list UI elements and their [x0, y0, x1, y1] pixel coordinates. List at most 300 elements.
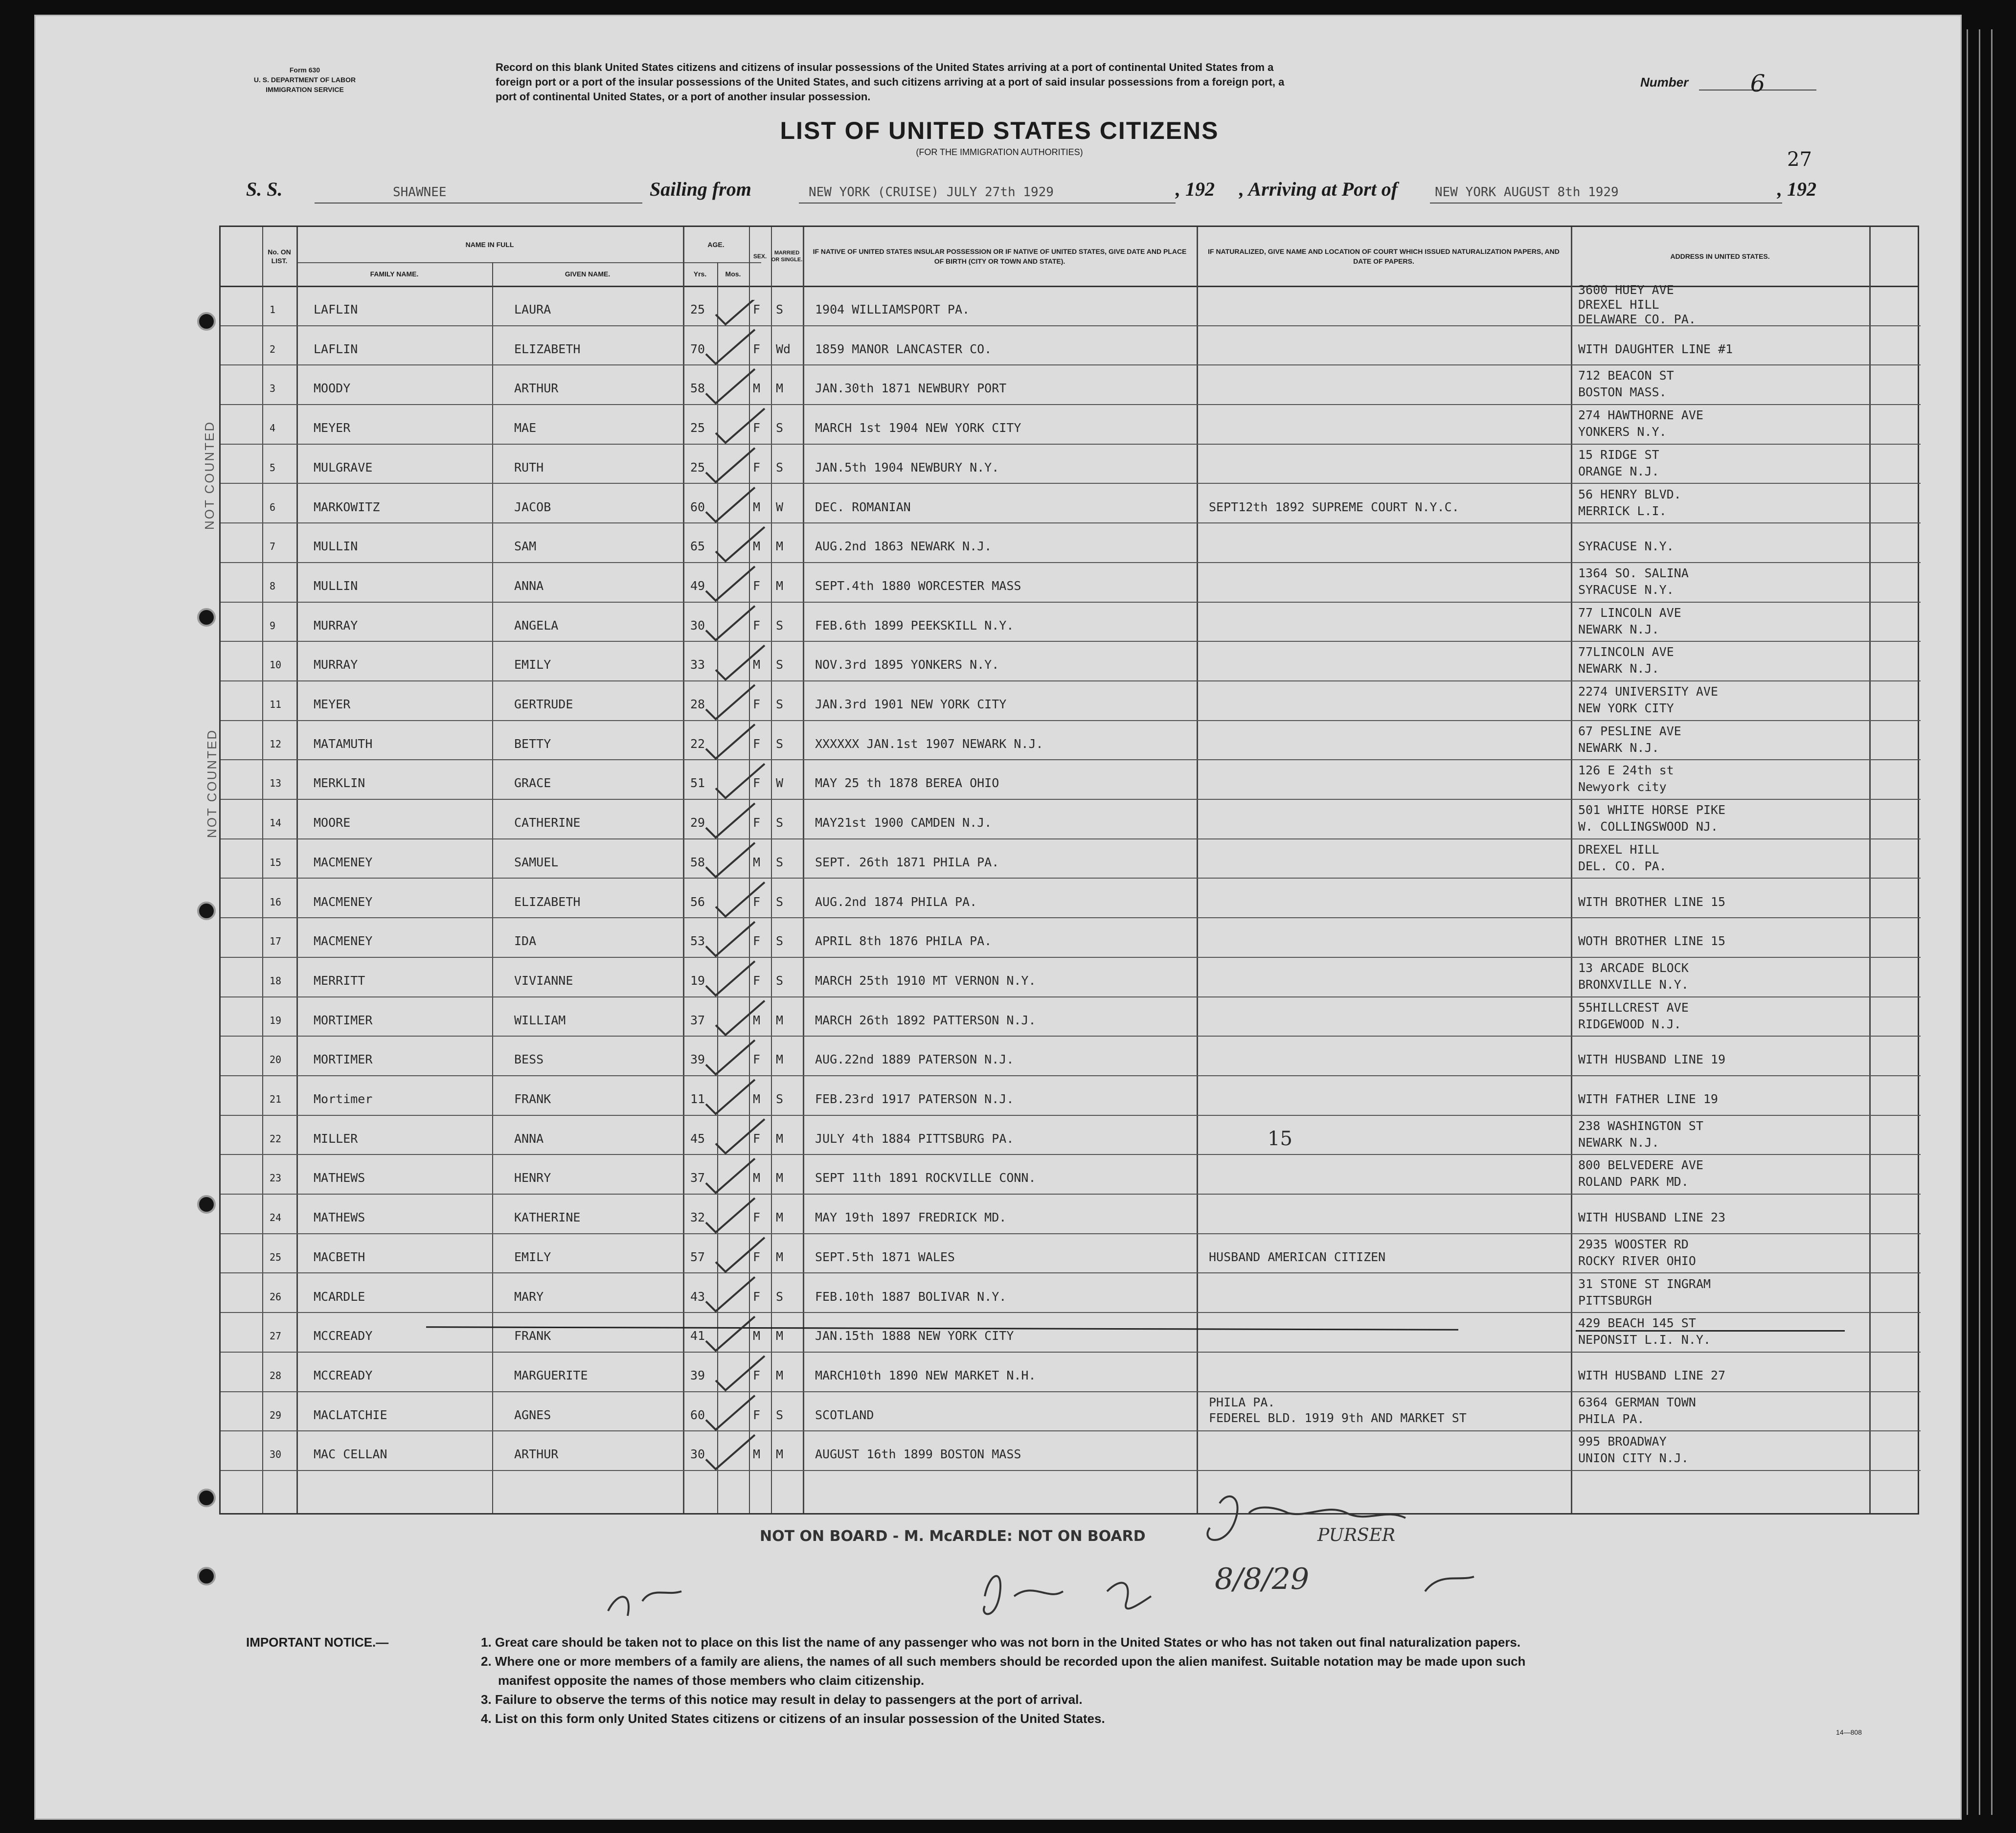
ship-name: SHAWNEE: [315, 185, 642, 204]
age-years: 49: [690, 578, 705, 593]
address-line: WITH DAUGHTER LINE #1: [1578, 341, 1733, 356]
address-line: 15 RIDGE ST: [1578, 447, 1659, 462]
given-name: RUTH: [514, 460, 544, 475]
address-line: WITH HUSBAND LINE 19: [1578, 1052, 1726, 1067]
given-name: GERTRUDE: [514, 697, 573, 711]
family-name: MURRAY: [314, 657, 358, 672]
family-name: MARKOWITZ: [314, 499, 380, 514]
birth-info: XXXXXX JAN.1st 1907 NEWARK N.J.: [815, 736, 1043, 751]
marital-status: S: [776, 934, 784, 949]
form-id: [241, 65, 368, 94]
sex: M: [753, 381, 761, 396]
sex: F: [753, 1249, 761, 1264]
address-line: 6364 GERMAN TOWN: [1578, 1395, 1696, 1409]
sex: F: [753, 1368, 761, 1382]
row-number: 11: [270, 699, 282, 710]
birth-info: FEB.10th 1887 BOLIVAR N.Y.: [815, 1289, 1007, 1304]
family-name: MACLATCHIE: [314, 1407, 387, 1422]
address-line: WITH HUSBAND LINE 23: [1578, 1210, 1726, 1225]
address-line: BOSTON MASS.: [1578, 385, 1667, 400]
sex: M: [753, 539, 761, 554]
age-years: 56: [690, 894, 705, 909]
given-name: ELIZABETH: [514, 341, 581, 356]
birth-info: JAN.30th 1871 NEWBURY PORT: [815, 381, 1007, 396]
given-name: MARGUERITE: [514, 1368, 588, 1382]
address-line: DREXEL HILL: [1578, 297, 1659, 312]
naturalization-info: 15: [1268, 1127, 1292, 1150]
ss-label: S. S.: [246, 178, 283, 200]
table-row: [221, 483, 1921, 523]
table-row: [221, 1391, 1921, 1431]
address-line: SYRACUSE N.Y.: [1578, 582, 1674, 597]
address-line: 2935 WOOSTER RD: [1578, 1237, 1689, 1251]
table-row: [221, 917, 1921, 957]
age-years: 53: [690, 934, 705, 949]
record-instructions: Record on this blank United States citizens and citizens of insular possessions of the United States arriving at a port of continental United States from a foreign port or a port of the insular possessions of the United States, and such citizens arriving at a port of said insular possessions from a foreign port, a port of continental United States, or a port of another insular possession.: [496, 61, 1285, 103]
sex: F: [753, 1407, 761, 1422]
marital-status: M: [776, 1368, 784, 1382]
punch-hole: [197, 902, 216, 920]
sex: M: [753, 1171, 761, 1185]
address-line: 800 BELVEDERE AVE: [1578, 1158, 1703, 1173]
row-number: 10: [270, 659, 282, 671]
sex: M: [753, 855, 761, 869]
age-years: 60: [690, 1407, 705, 1422]
address-line: Newyork city: [1578, 780, 1667, 794]
address-line: UNION CITY N.J.: [1578, 1451, 1689, 1466]
row-number: 23: [270, 1172, 282, 1184]
age-years: 60: [690, 499, 705, 514]
address-line: YONKERS N.Y.: [1578, 425, 1667, 439]
birth-info: MARCH 26th 1892 PATTERSON N.J.: [815, 1013, 1036, 1027]
family-name: MACMENEY: [314, 855, 373, 869]
form-department: U. S. DEPARTMENT OF LABOR: [253, 76, 356, 84]
marital-status: S: [776, 618, 784, 633]
birth-info: FEB.6th 1899 PEEKSKILL N.Y.: [815, 618, 1014, 633]
sex: F: [753, 460, 761, 475]
birth-info: JAN.5th 1904 NEWBURY N.Y.: [815, 460, 999, 475]
marital-status: S: [776, 815, 784, 830]
given-name: WILLIAM: [514, 1013, 566, 1027]
table-row: [221, 1154, 1921, 1194]
sex: M: [753, 1329, 761, 1343]
margin-stamp: NOT COUNTED: [202, 420, 217, 530]
given-name: HENRY: [514, 1171, 551, 1185]
table-row: [221, 1430, 1921, 1470]
sailing-label: Sailing from: [650, 178, 751, 200]
birth-info: SEPT 11th 1891 ROCKVILLE CONN.: [815, 1171, 1036, 1185]
family-name: MILLER: [314, 1131, 358, 1146]
marital-status: M: [776, 1171, 784, 1185]
table-row: [221, 838, 1921, 878]
given-name: ARTHUR: [514, 1447, 559, 1462]
marital-status: S: [776, 302, 784, 317]
address-line: NEWARK N.J.: [1578, 622, 1659, 636]
marital-status: M: [776, 1013, 784, 1027]
margin-stamp: NOT COUNTED: [204, 728, 219, 838]
age-years: 37: [690, 1171, 705, 1185]
marital-status: S: [776, 421, 784, 435]
address-line: NEWARK N.J.: [1578, 1135, 1659, 1150]
birth-info: MARCH 1st 1904 NEW YORK CITY: [815, 421, 1021, 435]
sex: F: [753, 776, 761, 791]
row-number: 19: [270, 1014, 282, 1026]
sex: M: [753, 1013, 761, 1027]
marital-status: M: [776, 1052, 784, 1067]
given-name: ANNA: [514, 578, 544, 593]
table-row: [221, 957, 1921, 996]
marital-status: M: [776, 1329, 784, 1343]
birth-info: JAN.3rd 1901 NEW YORK CITY: [815, 697, 1007, 711]
family-name: MACBETH: [314, 1249, 365, 1264]
page-title: LIST OF UNITED STATES CITIZENS: [780, 117, 1219, 144]
page-edge: [1967, 29, 1973, 1815]
given-name: ANGELA: [514, 618, 559, 633]
family-name: MEYER: [314, 697, 351, 711]
punch-hole: [197, 312, 216, 331]
family-name: MEYER: [314, 421, 351, 435]
marital-status: M: [776, 381, 784, 396]
birth-info: MAY21st 1900 CAMDEN N.J.: [815, 815, 992, 830]
table-row: [221, 1273, 1921, 1313]
row-number: 13: [270, 777, 282, 790]
punch-hole: [197, 1195, 216, 1214]
age-years: 57: [690, 1249, 705, 1264]
table-row: [221, 720, 1921, 760]
address-line: NEPONSIT L.I. N.Y.: [1578, 1333, 1711, 1347]
row-number: 7: [270, 541, 276, 553]
sex: F: [753, 341, 761, 356]
marital-status: S: [776, 460, 784, 475]
birth-info: SCOTLAND: [815, 1407, 874, 1422]
table-row: [221, 1075, 1921, 1115]
header-family-name: FAMILY NAME.: [370, 270, 419, 278]
row-number: 26: [270, 1290, 282, 1303]
marital-status: S: [776, 1092, 784, 1106]
given-name: FRANK: [514, 1329, 551, 1343]
address-line: 3600 HUEY AVE: [1578, 283, 1674, 297]
marital-status: W: [776, 776, 784, 791]
table-row: [221, 283, 1921, 326]
family-name: LAFLIN: [314, 302, 358, 317]
marital-status: S: [776, 973, 784, 988]
page-number: 27: [1787, 148, 1812, 171]
family-name: MORTIMER: [314, 1052, 373, 1067]
row-number: 6: [270, 501, 276, 513]
notice-item: 2. Where one or more members of a family are aliens, the names of all such members should be recorded upon the alien manifest. Suitable notation may be made upon such: [481, 1654, 1526, 1669]
family-name: MOORE: [314, 815, 351, 830]
arriving-port: NEW YORK AUGUST 8th 1929: [1430, 185, 1782, 204]
birth-info: APRIL 8th 1876 PHILA PA.: [815, 934, 992, 949]
sailing-from: NEW YORK (CRUISE) JULY 27th 1929: [799, 185, 1176, 204]
birth-info: JULY 4th 1884 PITTSBURG PA.: [815, 1131, 1014, 1146]
age-years: 58: [690, 381, 705, 396]
given-name: EMILY: [514, 657, 551, 672]
birth-info: AUGUST 16th 1899 BOSTON MASS: [815, 1447, 1021, 1462]
row-number: 22: [270, 1132, 282, 1145]
row-number: 29: [270, 1409, 282, 1421]
address-line: NEW YORK CITY: [1578, 701, 1674, 715]
table-row: [221, 1036, 1921, 1075]
header-sex: SEX.: [753, 253, 767, 260]
address-line: 429 BEACH 145 ST: [1578, 1316, 1696, 1331]
naturalization-info: SEPT12th 1892 SUPREME COURT N.Y.C.: [1209, 499, 1459, 514]
family-name: LAFLIN: [314, 341, 358, 356]
address-line: PITTSBURGH: [1578, 1293, 1652, 1308]
family-name: MCCREADY: [314, 1329, 373, 1343]
given-name: KATHERINE: [514, 1210, 581, 1225]
header-naturalized: IF NATURALIZED, GIVE NAME AND LOCATION OF COURT WHICH ISSUED NATURALIZATION PAPERS, AND DATE OF PAPERS.: [1208, 248, 1560, 265]
manifest-sheet: [34, 15, 1962, 1820]
sex: F: [753, 973, 761, 988]
address-line: W. COLLINGSWOOD NJ.: [1578, 819, 1718, 834]
address-line: NEWARK N.J.: [1578, 661, 1659, 676]
address-line: 2274 UNIVERSITY AVE: [1578, 684, 1718, 699]
header-given-name: GIVEN NAME.: [565, 270, 611, 278]
sex: F: [753, 618, 761, 633]
address-line: DEL. CO. PA.: [1578, 859, 1667, 873]
family-name: MULGRAVE: [314, 460, 373, 475]
table-row: [221, 759, 1921, 799]
family-name: MATHEWS: [314, 1210, 365, 1225]
row-number: 3: [270, 383, 276, 395]
address-line: 77LINCOLN AVE: [1578, 645, 1674, 659]
age-years: 43: [690, 1289, 705, 1304]
sex: F: [753, 894, 761, 909]
notice-item: 1. Great care should be taken not to place on this list the name of any passenger who was not born in the United States or who has not taken out final naturalization papers.: [481, 1635, 1521, 1650]
sex: M: [753, 1092, 761, 1106]
age-years: 30: [690, 618, 705, 633]
handwritten-signatures: [906, 1484, 1542, 1630]
given-name: VIVIANNE: [514, 973, 573, 988]
row-number: 25: [270, 1251, 282, 1263]
address-line: 712 BEACON ST: [1578, 368, 1674, 383]
number-label: Number: [1640, 75, 1689, 90]
address-line: ROLAND PARK MD.: [1578, 1175, 1689, 1189]
birth-info: MAY 25 th 1878 BEREA OHIO: [815, 776, 999, 791]
notice-item: manifest opposite the names of those members who claim citizenship.: [498, 1673, 925, 1688]
age-years: 33: [690, 657, 705, 672]
address-line: MERRICK L.I.: [1578, 503, 1667, 518]
address-line: BRONXVILLE N.Y.: [1578, 977, 1689, 992]
given-name: CATHERINE: [514, 815, 581, 830]
given-name: FRANK: [514, 1092, 551, 1106]
row-number: 1: [270, 304, 276, 316]
age-years: 11: [690, 1092, 705, 1106]
sex: F: [753, 578, 761, 593]
address-line: 55HILLCREST AVE: [1578, 1000, 1689, 1015]
family-name: MATAMUTH: [314, 736, 373, 751]
table-row: [221, 996, 1921, 1036]
row-number: 9: [270, 619, 276, 632]
notice-heading: IMPORTANT NOTICE.—: [246, 1635, 389, 1650]
address-line: SYRACUSE N.Y.: [1578, 539, 1674, 554]
given-name: BESS: [514, 1052, 544, 1067]
birth-info: NOV.3rd 1895 YONKERS N.Y.: [815, 657, 999, 672]
given-name: LAURA: [514, 302, 551, 317]
age-years: 28: [690, 697, 705, 711]
address-line: WITH FATHER LINE 19: [1578, 1092, 1718, 1106]
age-years: 41: [690, 1329, 705, 1343]
address-line: 77 LINCOLN AVE: [1578, 605, 1681, 620]
sex: M: [753, 1447, 761, 1462]
table-row: [221, 1115, 1921, 1154]
address-line: 501 WHITE HORSE PIKE: [1578, 803, 1726, 817]
punch-hole: [197, 1489, 216, 1507]
marital-status: W: [776, 499, 784, 514]
birth-info: FEB.23rd 1917 PATERSON N.J.: [815, 1092, 1014, 1106]
naturalization-info: HUSBAND AMERICAN CITIZEN: [1209, 1249, 1386, 1264]
given-name: ANNA: [514, 1131, 544, 1146]
birth-info: SEPT.4th 1880 WORCESTER MASS: [815, 578, 1021, 593]
family-name: MACMENEY: [314, 894, 373, 909]
age-years: 25: [690, 302, 705, 317]
passenger-table: [219, 226, 1919, 1515]
table-row: [221, 364, 1921, 404]
sex: F: [753, 697, 761, 711]
marital-status: M: [776, 578, 784, 593]
marital-status: M: [776, 1131, 784, 1146]
family-name: MULLIN: [314, 539, 358, 554]
given-name: MAE: [514, 421, 537, 435]
row-number: 5: [270, 461, 276, 474]
birth-info: MARCH 25th 1910 MT VERNON N.Y.: [815, 973, 1036, 988]
given-name: SAM: [514, 539, 537, 554]
given-name: BETTY: [514, 736, 551, 751]
strikethrough-line: [1576, 1330, 1845, 1332]
given-name: SAMUEL: [514, 855, 559, 869]
birth-info: DEC. ROMANIAN: [815, 499, 911, 514]
year-label-1: , 192: [1176, 178, 1215, 200]
family-name: MOODY: [314, 381, 351, 396]
address-line: 31 STONE ST INGRAM: [1578, 1276, 1711, 1291]
sex: F: [753, 736, 761, 751]
age-years: 70: [690, 341, 705, 356]
address-line: 995 BROADWAY: [1578, 1434, 1667, 1449]
marital-status: S: [776, 894, 784, 909]
family-name: Mortimer: [314, 1092, 373, 1106]
sex: F: [753, 1210, 761, 1225]
marital-status: S: [776, 657, 784, 672]
naturalization-info: PHILA PA.: [1209, 1395, 1275, 1409]
sex: F: [753, 934, 761, 949]
given-name: EMILY: [514, 1249, 551, 1264]
birth-info: SEPT.5th 1871 WALES: [815, 1249, 955, 1264]
given-name: MARY: [514, 1289, 544, 1304]
given-name: IDA: [514, 934, 537, 949]
age-years: 25: [690, 421, 705, 435]
address-line: NEWARK N.J.: [1578, 740, 1659, 755]
check-marks: [696, 300, 843, 1498]
family-name: MURRAY: [314, 618, 358, 633]
marital-status: S: [776, 697, 784, 711]
address-line: DELAWARE CO. PA.: [1578, 312, 1696, 326]
age-years: 39: [690, 1052, 705, 1067]
header-birth: IF NATIVE OF UNITED STATES INSULAR POSSESSION OR IF NATIVE OF UNITED STATES, GIVE DATE AND PLACE OF BIRTH (CITY OR TOWN AND STATE).: [813, 248, 1187, 265]
table-row: [221, 680, 1921, 720]
sex: F: [753, 302, 761, 317]
family-name: MCCREADY: [314, 1368, 373, 1382]
age-years: 37: [690, 1013, 705, 1027]
age-years: 32: [690, 1210, 705, 1225]
age-years: 58: [690, 855, 705, 869]
marital-status: S: [776, 1407, 784, 1422]
marital-status: M: [776, 1210, 784, 1225]
row-number: 24: [270, 1212, 282, 1224]
print-code: 14—808: [1836, 1728, 1862, 1736]
row-number: 20: [270, 1054, 282, 1066]
table-row: [221, 799, 1921, 838]
birth-info: AUG.22nd 1889 PATERSON N.J.: [815, 1052, 1014, 1067]
row-number: 18: [270, 974, 282, 987]
age-years: 30: [690, 1447, 705, 1462]
notice-item: 4. List on this form only United States citizens or citizens of an insular possession of the United States.: [481, 1711, 1105, 1726]
given-name: GRACE: [514, 776, 551, 791]
family-name: MORTIMER: [314, 1013, 373, 1027]
family-name: MERRITT: [314, 973, 365, 988]
row-number: 21: [270, 1093, 282, 1105]
age-years: 51: [690, 776, 705, 791]
given-name: ARTHUR: [514, 381, 559, 396]
address-line: 238 WASHINGTON ST: [1578, 1118, 1703, 1133]
age-years: 29: [690, 815, 705, 830]
row-number: 2: [270, 343, 276, 355]
birth-info: MARCH10th 1890 NEW MARKET N.H.: [815, 1368, 1036, 1382]
header-address: ADDRESS IN UNITED STATES.: [1670, 252, 1770, 260]
age-years: 39: [690, 1368, 705, 1382]
not-on-board-note: NOT ON BOARD - M. McARDLE: NOT ON BOARD: [760, 1528, 1146, 1545]
family-name: MAC CELLAN: [314, 1447, 387, 1462]
row-number: 15: [270, 856, 282, 868]
sex: F: [753, 421, 761, 435]
marital-status: S: [776, 855, 784, 869]
birth-info: SEPT. 26th 1871 PHILA PA.: [815, 855, 999, 869]
table-row: [221, 562, 1921, 602]
family-name: MATHEWS: [314, 1171, 365, 1185]
marital-status: S: [776, 736, 784, 751]
year-label-2: , 192: [1777, 178, 1816, 200]
address-line: WITH HUSBAND LINE 27: [1578, 1368, 1726, 1382]
row-number: 28: [270, 1369, 282, 1381]
page-subtitle: (FOR THE IMMIGRATION AUTHORITIES): [916, 147, 1083, 157]
naturalization-info: FEDEREL BLD. 1919 9th AND MARKET ST: [1209, 1410, 1467, 1425]
table-row: [221, 444, 1921, 483]
number-value: 6: [1699, 70, 1816, 91]
arriving-label: , Arriving at Port of: [1239, 178, 1398, 200]
address-line: WOTH BROTHER LINE 15: [1578, 934, 1726, 949]
birth-info: AUG.2nd 1874 PHILA PA.: [815, 894, 977, 909]
sex: F: [753, 815, 761, 830]
address-line: WITH BROTHER LINE 15: [1578, 894, 1726, 909]
address-line: 13 ARCADE BLOCK: [1578, 960, 1689, 975]
given-name: JACOB: [514, 499, 551, 514]
notice-item: 3. Failure to observe the terms of this notice may result in delay to passengers at the port of arrival.: [481, 1692, 1083, 1707]
row-number: 8: [270, 580, 276, 592]
signature-date: 8/8/29: [1215, 1562, 1310, 1596]
family-name: MERKLIN: [314, 776, 365, 791]
marital-status: M: [776, 1447, 784, 1462]
age-years: 45: [690, 1131, 705, 1146]
header-mos: Mos.: [725, 270, 741, 278]
table-row: [221, 602, 1921, 641]
sex: M: [753, 499, 761, 514]
age-years: 65: [690, 539, 705, 554]
birth-info: 1859 MANOR LANCASTER CO.: [815, 341, 992, 356]
birth-info: AUG.2nd 1863 NEWARK N.J.: [815, 539, 992, 554]
address-line: RIDGEWOOD N.J.: [1578, 1017, 1681, 1031]
table-row: [221, 1312, 1921, 1352]
address-line: DREXEL HILL: [1578, 842, 1659, 857]
